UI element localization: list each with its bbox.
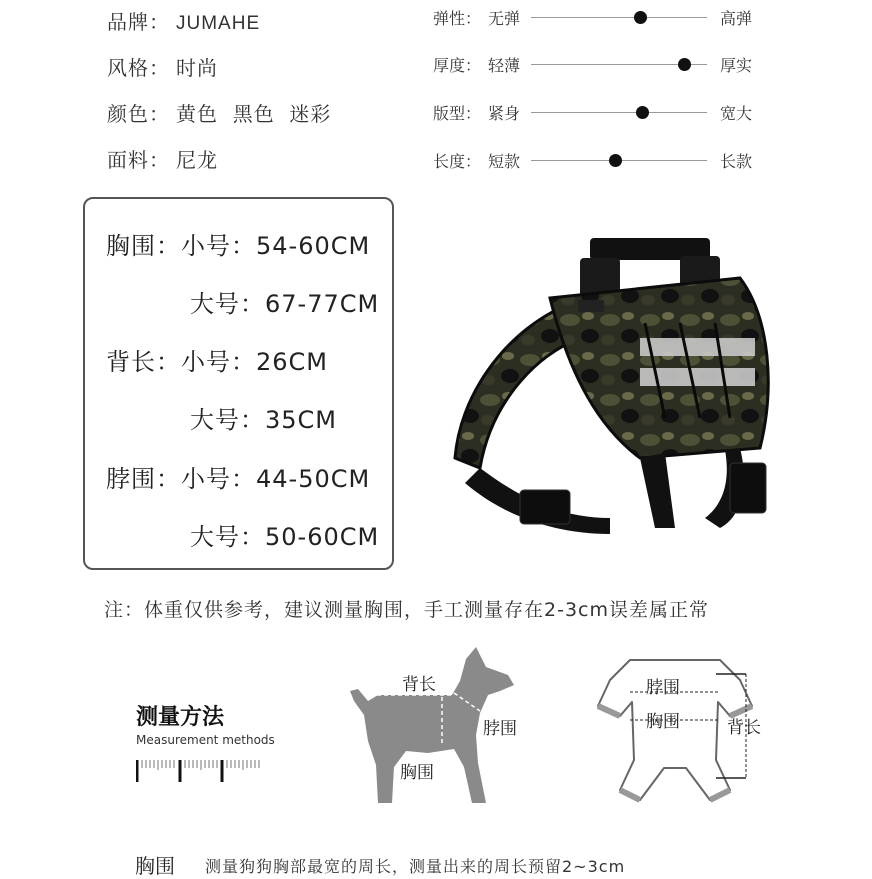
dog-chest-label: 胸围 <box>400 763 434 783</box>
size-large-value: 50-60CM <box>265 523 380 551</box>
size-chest-large <box>190 284 379 319</box>
size-large-label: 大号： <box>190 290 265 318</box>
garment-neck-label: 脖围 <box>646 678 680 698</box>
slider-track <box>531 112 707 113</box>
chest-definition-label: 胸围 <box>135 854 175 878</box>
slider-low-label: 无弹 <box>488 9 521 28</box>
size-small-value: 54-60CM <box>256 232 371 260</box>
attribute-fabric <box>107 144 218 173</box>
measurement-method-title: 测量方法 <box>136 705 225 730</box>
size-large-label: 大号： <box>190 523 265 551</box>
attribute-key: 品牌： <box>107 10 170 34</box>
slider-knob <box>636 106 649 119</box>
slider-low-label: 短款 <box>488 152 521 171</box>
size-large-value: 35CM <box>265 406 338 434</box>
slider-high-label: 厚实 <box>720 56 753 75</box>
size-small-label: 小号： <box>181 348 256 376</box>
slider-label: 版型： <box>433 104 482 123</box>
measurement-method-subtitle: Measurement methods <box>136 733 275 747</box>
slider-fit <box>433 101 763 125</box>
size-back-large <box>190 400 337 435</box>
attribute-key: 颜色： <box>107 102 170 126</box>
measurement-note: 注：体重仅供参考，建议测量胸围，手工测量存在2-3cm误差属正常 <box>104 599 709 621</box>
size-neck-large <box>190 517 379 552</box>
slider-knob <box>609 154 622 167</box>
size-small-value: 44-50CM <box>256 465 371 493</box>
dog-neck-label: 脖围 <box>483 719 517 739</box>
chest-definition-text: 测量狗狗胸部最宽的周长，测量出来的周长预留2~3cm <box>205 857 626 876</box>
slider-label: 弹性： <box>433 9 482 28</box>
harness-product-image <box>440 228 780 544</box>
slider-low-label: 紧身 <box>488 104 521 123</box>
attribute-value: 时尚 <box>176 56 218 80</box>
size-chest-small <box>106 226 370 261</box>
slider-high-label: 高弹 <box>720 9 753 28</box>
size-small-label: 小号： <box>181 465 256 493</box>
attribute-color <box>107 98 331 127</box>
slider-knob <box>678 58 691 71</box>
size-measure-label: 胸围： <box>106 232 181 260</box>
garment-chest-label: 胸围 <box>646 712 680 732</box>
attribute-brand <box>107 6 260 35</box>
size-large-label: 大号： <box>190 406 265 434</box>
size-measure-label: 背长： <box>106 348 181 376</box>
slider-thickness <box>433 53 763 77</box>
size-measure-label: 脖围： <box>106 465 181 493</box>
attribute-key: 面料： <box>107 148 170 172</box>
attribute-value: JUMAHE <box>176 13 261 34</box>
slider-high-label: 宽大 <box>720 104 753 123</box>
ruler-icon <box>136 754 264 784</box>
slider-high-label: 长款 <box>720 152 753 171</box>
attribute-value: 尼龙 <box>176 148 218 172</box>
size-large-value: 67-77CM <box>265 290 380 318</box>
size-small-label: 小号： <box>181 232 256 260</box>
slider-length <box>433 149 763 173</box>
attribute-value: 黄色 黑色 迷彩 <box>176 102 332 126</box>
garment-back-label: 背长 <box>727 718 761 738</box>
slider-low-label: 轻薄 <box>488 56 521 75</box>
slider-label: 长度： <box>433 152 482 171</box>
dog-back-length-label: 背长 <box>402 675 436 695</box>
attribute-style <box>107 52 218 81</box>
size-back-small <box>106 342 328 377</box>
slider-knob <box>634 11 647 24</box>
slider-elasticity <box>433 6 763 30</box>
attribute-key: 风格： <box>107 56 170 80</box>
slider-track <box>531 17 707 18</box>
size-neck-small <box>106 459 370 494</box>
slider-label: 厚度： <box>433 56 482 75</box>
size-small-value: 26CM <box>256 348 329 376</box>
